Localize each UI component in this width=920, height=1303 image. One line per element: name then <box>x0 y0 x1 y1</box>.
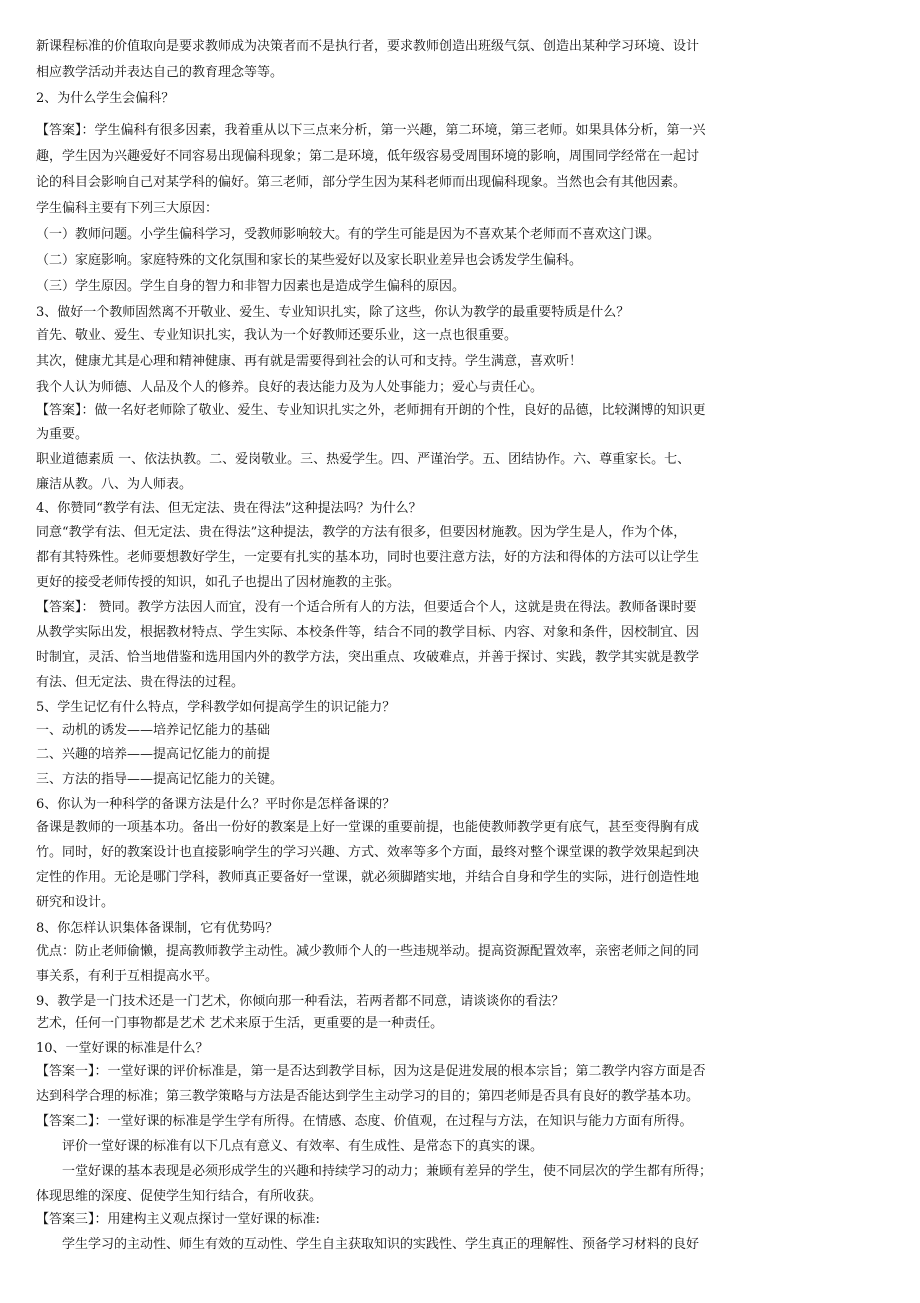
list-item: 一、动机的诱发——培养记忆能力的基础 <box>36 723 271 738</box>
text-line: 一堂好课的基本表现是必须形成学生的兴趣和持续学习的动力；兼顾有差异的学生，使不同层次的学生都有所得； <box>62 1164 713 1179</box>
text-line: 时制宜，灵活、恰当地借鉴和选用国内外的教学方法，突出重点、攻破难点，并善于探讨、实践，教学其实就是教学 <box>36 650 700 665</box>
text-line: 更好的接受老师传授的知识，如孔子也提出了因材施教的主张。 <box>36 575 401 590</box>
text-line: 其次，健康尤其是心理和精神健康、再有就是需要得到社会的认可和支持。学生满意，喜欢听！ <box>36 354 583 369</box>
question-heading: 3、做好一个教师固然离不开敬业、爱生、专业知识扎实，除了这些，你认为教学的最重要特质是什么？ <box>36 305 630 320</box>
text-line: 职业道德素质 一、依法执教。二、爱岗敬业。三、热爱学生。四、严谨治学。五、团结协作。六、尊重家长。七、 <box>36 452 691 467</box>
text-line: 都有其特殊性。老师要想教好学生，一定要有扎实的基本功，同时也要注意方法，好的方法和得体的方法可以让学生 <box>36 550 700 565</box>
answer-line: 【答案二】：一堂好课的标准是学生学有所得。在情感、态度、价值观，在过程与方法，在知识与能力方面有所得。 <box>36 1114 693 1129</box>
question-heading: 5、学生记忆有什么特点，学科教学如何提高学生的识记能力？ <box>36 700 396 715</box>
question-heading: 9、教学是一门技术还是一门艺术，你倾向那一种看法，若两者都不同意，请谈谈你的看法？ <box>36 994 565 1009</box>
text-line: 达到科学合理的标准；第三教学策略与方法是否能达到学生主动学习的目的；第四老师是否具有良好的教学基本功。 <box>36 1089 700 1104</box>
text-line: 评价一堂好课的标准有以下几点有意义、有效率、有生成性、是常态下的真实的课。 <box>62 1139 544 1154</box>
text-line: 有法、但无定法、贵在得法的过程。 <box>36 675 245 690</box>
question-heading: 4、你赞同“教学有法、但无定法、贵在得法”这种提法吗？为什么？ <box>36 501 422 516</box>
question-heading: 10、一堂好课的标准是什么？ <box>36 1041 209 1056</box>
list-item: 二、兴趣的培养——提高记忆能力的前提 <box>36 747 271 762</box>
text-line: 体现思维的深度、促使学生知行结合，有所收获。 <box>36 1189 323 1204</box>
text-line: 学生学习的主动性、师生有效的互动性、学生自主获取知识的实践性、学生真正的理解性、预备学习材料的良好 <box>62 1237 700 1252</box>
text-line: 定性的作用。无论是哪门学科，教师真正要备好一堂课，就必须脚踏实地，并结合自身和学生的实际，进行创造性地 <box>36 870 700 885</box>
text-line: 竹。同时，好的教案设计也直接影响学生的学习兴趣、方式、效率等多个方面，最终对整个课堂课的教学效果起到决 <box>36 845 700 860</box>
question-heading: 8、你怎样认识集体备课制，它有优势吗？ <box>36 921 279 936</box>
text-line: 廉洁从教。八、为人师表。 <box>36 477 193 492</box>
text-line: 论的科目会影响自己对某学科的偏好。第三老师，部分学生因为某科老师而出现偏科现象。当然也会有其他因素。 <box>36 175 687 190</box>
text-line: 备课是教师的一项基本功。备出一份好的教案是上好一堂课的重要前提，也能使教师教学更有底气，甚至变得胸有成 <box>36 820 700 835</box>
text-line: 为重要。 <box>36 427 89 442</box>
answer-line: 【答案】：做一名好老师除了敬业、爱生、专业知识扎实之外，老师拥有开朗的个性，良好的品德，比较渊博的知识更 <box>36 403 706 418</box>
list-item: （三）学生原因。学生自身的智力和非智力因素也是造成学生偏科的原因。 <box>36 279 466 294</box>
text-line: 趣，学生因为兴趣爱好不同容易出现偏科现象；第二是环境，低年级容易受周围环境的影响，周围同学经常在一起讨 <box>36 149 700 164</box>
text-line: 学生偏科主要有下列三大原因： <box>36 201 219 216</box>
list-item: （二）家庭影响。家庭特殊的文化氛围和家长的某些爱好以及家长职业差异也会诱发学生偏科。 <box>36 253 583 268</box>
text-line: 艺术，任何一门事物都是艺术 艺术来原于生活，更重要的是一种责任。 <box>36 1016 444 1031</box>
text-line: 新课程标准的价值取向是要求教师成为决策者而不是执行者，要求教师创造出班级气氛、创造出某种学习环境、设计 <box>36 39 700 54</box>
list-item: 三、方法的指导——提高记忆能力的关键。 <box>36 772 284 787</box>
text-line: 研究和设计。 <box>36 895 115 910</box>
text-line: 从教学实际出发，根据教材特点、学生实际、本校条件等，结合不同的教学目标、内容、对象和条件，因校制宜、因 <box>36 625 700 640</box>
text-line: 事关系，有利于互相提高水平。 <box>36 969 219 984</box>
answer-line: 【答案三】：用建构主义观点探讨一堂好课的标准: <box>36 1212 320 1227</box>
question-heading: 2、为什么学生会偏科？ <box>36 91 175 106</box>
answer-line: 【答案】： 赞同。教学方法因人而宜，没有一个适合所有人的方法，但要适合个人，这就是贵在得法。教师备课时要 <box>36 600 697 615</box>
text-line: 我个人认为师德、人品及个人的修养。良好的表达能力及为人处事能力；爱心与责任心。 <box>36 380 544 395</box>
text-line: 优点：防止老师偷懒，提高教师教学主动性。减少教师个人的一些违规举动。提高资源配置效率，亲密老师之间的同 <box>36 944 700 959</box>
question-heading: 6、你认为一种科学的备课方法是什么？平时你是怎样备课的？ <box>36 797 396 812</box>
text-line: 相应教学活动并表达自己的教育理念等等。 <box>36 65 284 80</box>
answer-line: 【答案】：学生偏科有很多因素，我着重从以下三点来分析，第一兴趣，第二环境，第三老师。如果具体分析，第一兴 <box>36 123 706 138</box>
text-line: 首先、敬业、爱生、专业知识扎实，我认为一个好教师还要乐业，这一点也很重要。 <box>36 328 518 343</box>
list-item: （一）教师问题。小学生偏科学习，受教师影响较大。有的学生可能是因为不喜欢某个老师而不喜欢这门课。 <box>36 227 661 242</box>
answer-line: 【答案一】：一堂好课的评价标准是，第一是否达到教学目标，因为这是促进发展的根本宗旨；第二教学内容方面是否 <box>36 1064 706 1079</box>
text-line: 同意“教学有法、但无定法、贵在得法”这种提法，教学的方法有很多，但要因材施教。因为学生是人，作为个体， <box>36 525 687 540</box>
